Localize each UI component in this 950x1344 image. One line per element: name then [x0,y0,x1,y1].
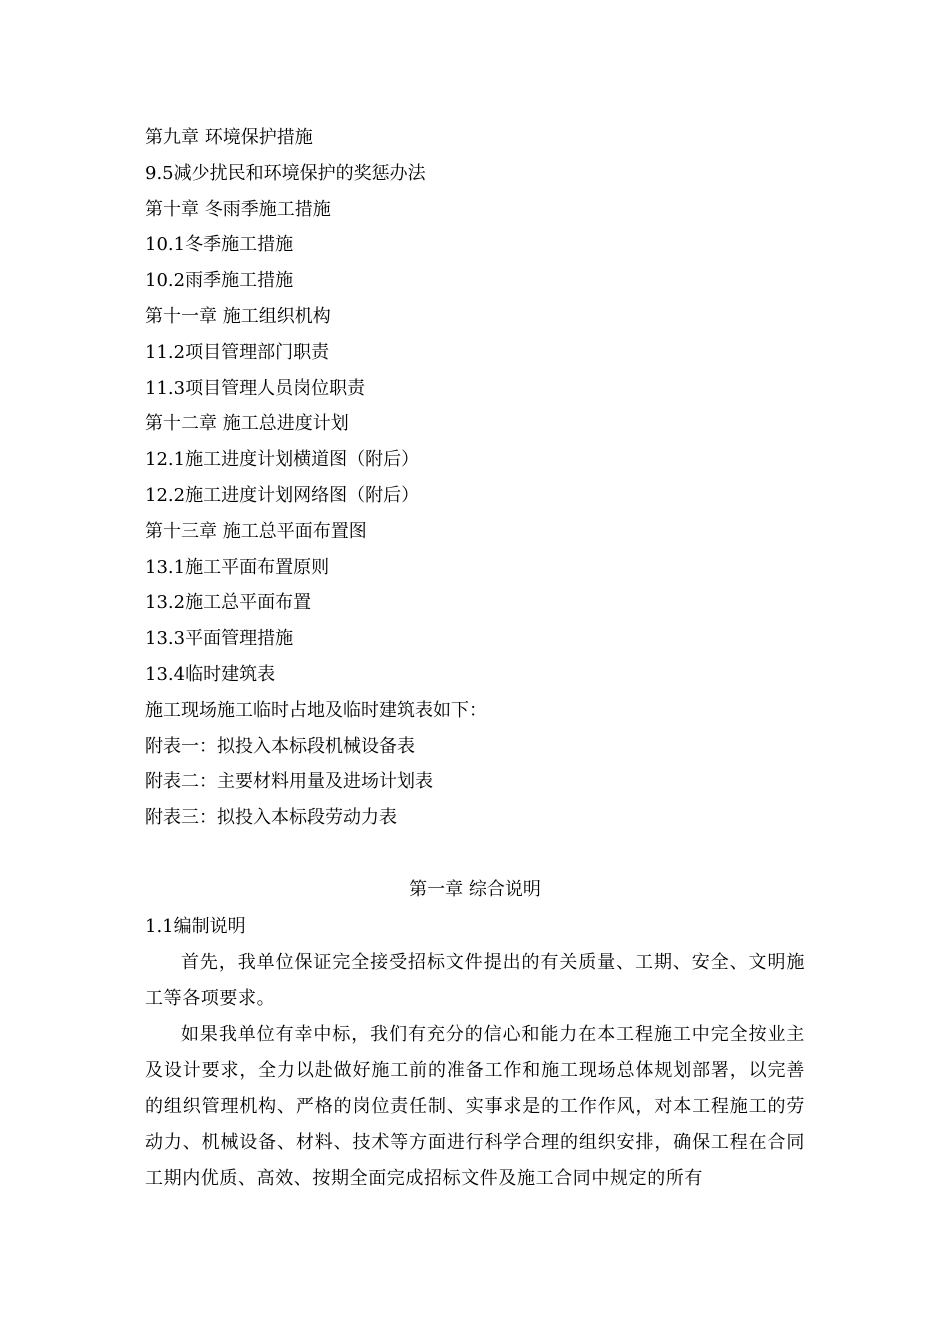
toc-item: 10.1冬季施工措施 [145,234,294,256]
toc-item: 第九章 环境保护措施 [145,127,313,148]
toc-item: 第十三章 施工总平面布置图 [145,520,367,542]
body-paragraph: 如果我单位有幸中标，我们有充分的信心和能力在本工程施工中完全按业主及设计要求，全力以赴做好施工前的准备工作和施工现场总体规划部署，以完善的组织管理机构、严格的岗位责任制、实事求是的工作作风，对本工程施工的劳动力、机械设备、材料、技术等方面进行科学合理的组织安排，确保工程在合同工期内优质、高效、按期全面完成招标文件及施工合同中规定的所有 [145,1024,805,1189]
toc-item: 施工现场施工临时占地及临时建筑表如下： [145,699,487,721]
body-paragraph: 首先，我单位保证完全接受招标文件提出的有关质量、工期、安全、文明施工等各项要求。 [145,952,805,1009]
toc-item: 11.3项目管理人员岗位职责 [145,377,366,399]
toc-item: 13.4临时建筑表 [145,663,276,685]
toc-item: 附表三：拟投入本标段劳动力表 [145,807,397,829]
section-heading: 1.1编制说明 [145,916,246,937]
toc-item: 13.1施工平面布置原则 [145,556,330,578]
toc-item: 第十二章 施工总进度计划 [145,413,349,435]
toc-item: 附表二：主要材料用量及进场计划表 [145,771,433,793]
toc-item: 10.2雨季施工措施 [145,270,294,292]
toc-item: 9.5减少扰民和环境保护的奖惩办法 [145,162,426,184]
chapter-title: 第一章 综合说明 [409,879,541,900]
toc-item: 12.1施工进度计划横道图（附后） [145,449,420,471]
toc-item: 12.2施工进度计划网络图（附后） [145,484,420,506]
toc-item: 第十章 冬雨季施工措施 [145,198,331,220]
toc-item: 13.3平面管理措施 [145,628,294,650]
toc-item: 13.2施工总平面布置 [145,592,312,614]
table-of-contents [145,120,815,836]
toc-item: 第十一章 施工组织机构 [145,305,331,327]
toc-item: 附表一：拟投入本标段机械设备表 [145,735,415,757]
toc-item: 11.2项目管理部门职责 [145,341,330,363]
